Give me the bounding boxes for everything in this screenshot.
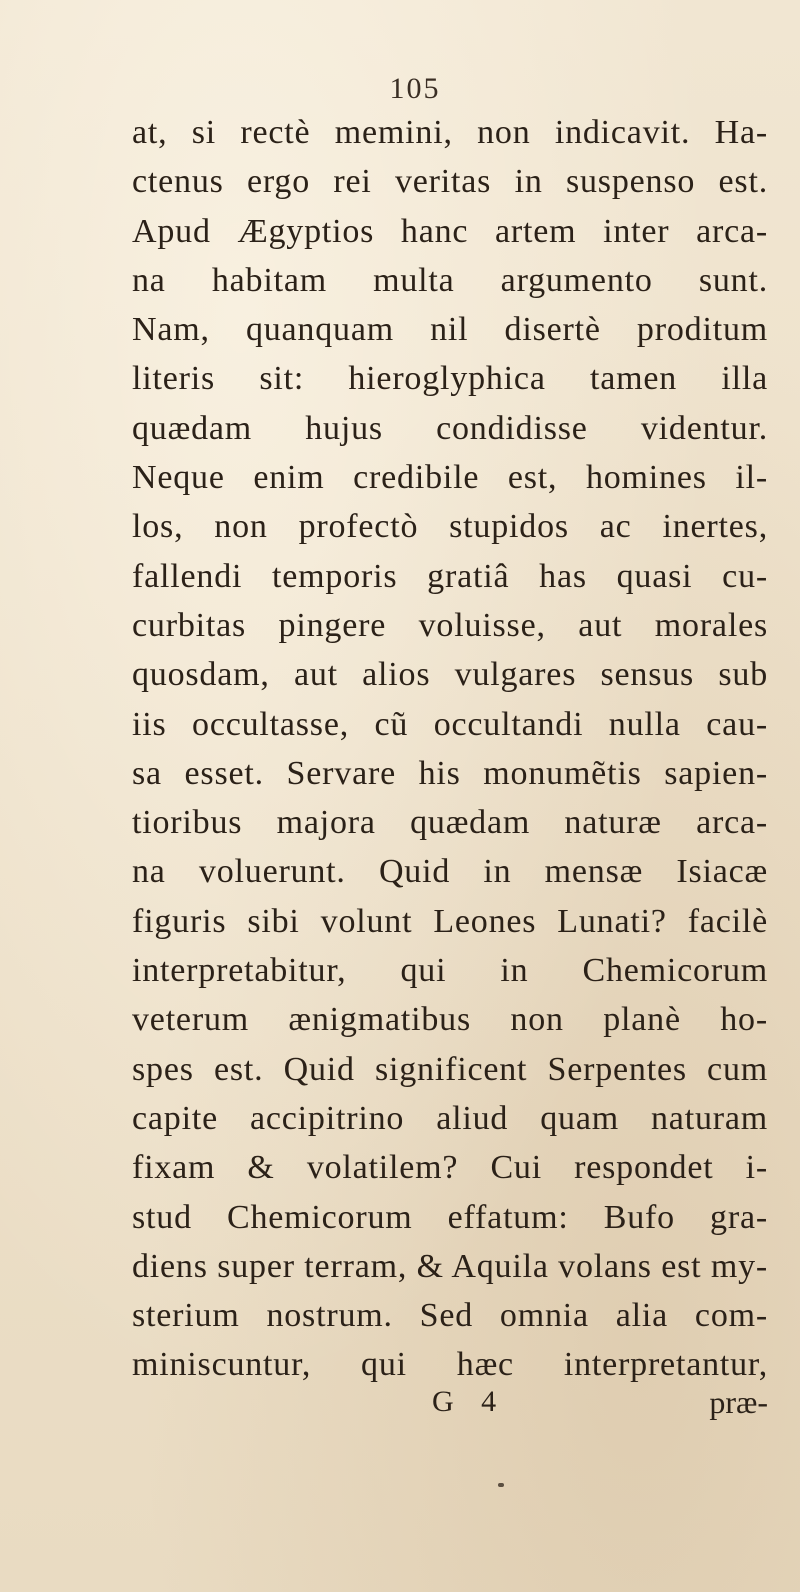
text-line: na habitam multa argumento sunt. [132,261,768,299]
text-line: literis sit: hieroglyphica tamen illa [132,360,768,398]
text-line: los, non profectò stupidos ac inertes, [132,508,768,546]
text-line: Neque enim credibile est, homines il- [132,459,768,497]
page-footer [132,1380,768,1424]
text-line: tioribus majora quædam naturæ arca- [132,804,768,842]
text-line: sa esset. Servare his monumẽtis sapien- [132,754,768,792]
text-line: na voluerunt. Quid in mensæ Isiacæ [132,853,768,891]
text-line: stud Chemicorum effatum: Bufo gra- [132,1198,768,1236]
signature-mark: G 4 [432,1385,507,1418]
ink-speck [498,1483,504,1487]
page-number: 105 [389,72,441,105]
text-line: miniscuntur, qui hæc interpretantur, [132,1346,768,1384]
text-line: at, si rectè memini, non indicavit. Ha- [132,114,768,151]
text-line: quædam hujus condidisse videntur. [132,409,768,447]
text-line: capite accipitrino aliud quam naturam [132,1099,768,1137]
text-line: quosdam, aut alios vulgares sensus sub [132,656,768,694]
body-text [132,108,768,1390]
text-line: ctenus ergo rei veritas in suspenso est. [132,163,768,201]
text-line: diens super terram, & Aquila volans est my- [132,1247,768,1285]
text-line: iis occultasse, cũ occultandi nulla cau- [132,705,768,743]
text-line: figuris sibi volunt Leones Lunati? facilè [132,902,768,940]
text-line: curbitas pingere voluisse, aut morales [132,606,768,644]
text-line: veterum ænigmatibus non planè ho- [132,1001,768,1039]
text-line: Nam, quanquam nil disertè proditum [132,311,768,349]
text-line: spes est. Quid significent Serpentes cum [132,1050,768,1088]
text-line: interpretabitur, qui in Chemicorum [132,952,768,990]
text-line: fixam & volatilem? Cui respondet i- [132,1149,768,1187]
text-line: fallendi temporis gratiâ has quasi cu- [132,557,768,595]
text-line: Apud Ægyptios hanc artem inter arca- [132,212,768,250]
text-line: sterium nostrum. Sed omnia alia com- [132,1297,768,1335]
catchword: præ- [709,1384,768,1420]
